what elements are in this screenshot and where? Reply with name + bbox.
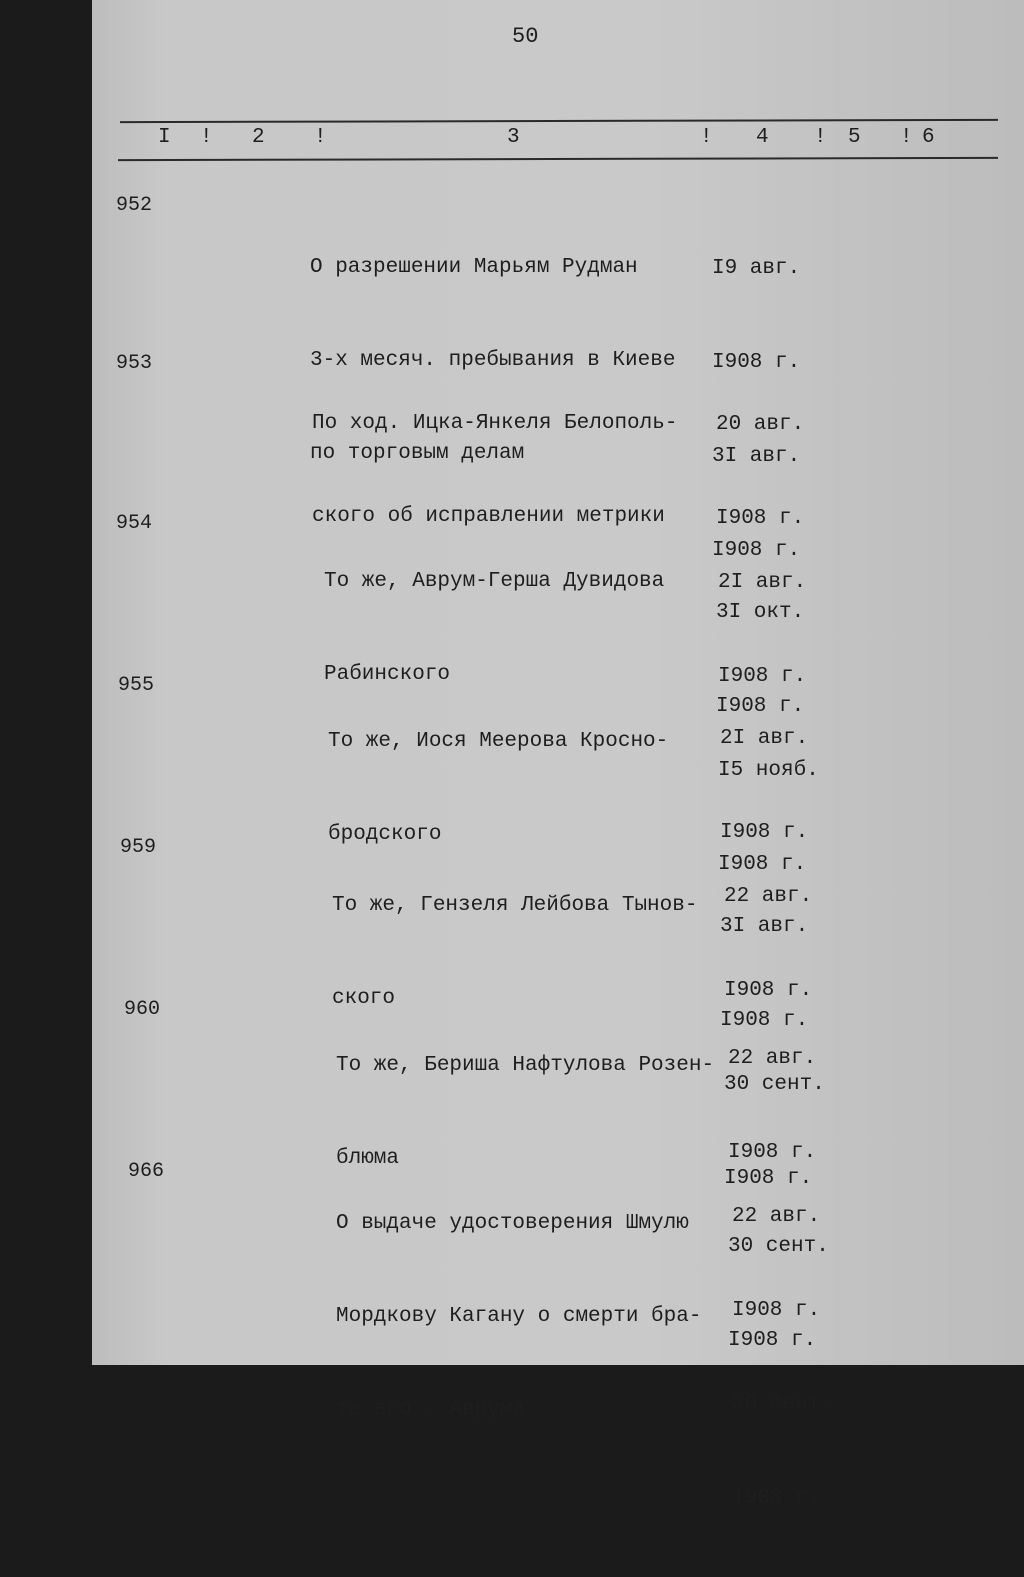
date-end-year: I908 г.: [720, 1009, 809, 1032]
entry-number: 960: [124, 998, 161, 1021]
entry-number: 959: [120, 836, 157, 859]
header-separator: !: [814, 126, 827, 149]
header-col-1: I: [158, 126, 171, 149]
date-end: 3I окт.: [716, 601, 805, 624]
date-end: 30 сент.: [728, 1235, 829, 1258]
entry-dates: [732, 1138, 833, 1577]
date-start-year: I908 г.: [716, 507, 805, 530]
date-end-year: I908 г.: [716, 695, 805, 718]
date-start-year: I908 г.: [720, 821, 809, 844]
date-end: 30 сент.: [732, 1393, 833, 1416]
date-end: I5 нояб.: [718, 759, 819, 782]
date-end-year: I908 г.: [732, 1487, 821, 1510]
description-line: То же, Иося Меерова Кросно-: [328, 730, 669, 753]
page-number: 50: [512, 24, 539, 49]
date-end: 30 сент.: [724, 1073, 825, 1096]
description-line: бродского: [328, 823, 442, 846]
date-start-year: I908 г.: [724, 979, 813, 1002]
description-line: По ход. Ицка-Янкеля Белополь-: [312, 412, 678, 435]
date-start-year: I908 г.: [728, 1141, 817, 1164]
description-line: блюма: [336, 1147, 400, 1170]
entry-description: [336, 1146, 701, 1487]
header-separator: !: [900, 126, 913, 149]
header-col-5: 5: [848, 126, 861, 149]
date-end-year: I908 г.: [718, 853, 807, 876]
entry-number: 966: [128, 1160, 165, 1183]
description-line: 3-х месяч. пребывания в Киеве: [310, 349, 676, 372]
date-end: 3I авг.: [712, 445, 801, 468]
date-start: 20 авг.: [716, 413, 805, 436]
header-separator: !: [700, 126, 713, 149]
description-line: Мордкову Кагану о смерти бра-: [336, 1305, 702, 1328]
date-end-year: I908 г.: [712, 539, 801, 562]
entry-number: 953: [116, 352, 153, 375]
header-col-6: 6: [922, 126, 935, 149]
description-line: ского: [332, 987, 396, 1010]
date-end: 3I авг.: [720, 915, 809, 938]
description-line: О разрешении Марьям Рудман: [310, 256, 638, 279]
entry-number: 954: [116, 512, 153, 535]
header-col-2: 2: [252, 126, 265, 149]
date-end-year: I908 г.: [728, 1329, 817, 1352]
date-start: 2I авг.: [718, 571, 807, 594]
date-start-year: I908 г.: [712, 351, 801, 374]
header-separator: !: [200, 126, 213, 149]
header-top-rule: [120, 119, 998, 123]
description-line: ского об исправлении метрики: [312, 505, 665, 528]
date-start-year: I908 г.: [718, 665, 807, 688]
date-start: 22 авг.: [728, 1047, 817, 1070]
date-start: I9 авг.: [712, 257, 801, 280]
description-line: та его - Аврума: [336, 1398, 526, 1421]
entry-number: 952: [116, 194, 153, 217]
description-line: О выдаче удостоверения Шмулю: [336, 1212, 689, 1235]
date-start-year: I908 г.: [732, 1299, 821, 1322]
date-end-year: I908 г.: [724, 1167, 813, 1190]
date-start: 22 авг.: [724, 885, 813, 908]
header-col-4: 4: [756, 126, 769, 149]
date-start: 2I авг.: [720, 727, 809, 750]
document-page: [92, 0, 1024, 1510]
description-line: Рабинского: [324, 663, 451, 686]
description-line: То же, Бериша Нафтулова Розен-: [336, 1054, 715, 1077]
header-bottom-rule: [118, 157, 998, 161]
description-line: То же, Аврум-Герша Дувидова: [324, 570, 665, 593]
entry-number: 955: [118, 674, 155, 697]
description-line: То же, Гензеля Лейбова Тынов-: [332, 894, 698, 917]
header-col-3: 3: [507, 126, 520, 149]
header-separator: !: [314, 126, 327, 149]
date-start: 22 авг.: [732, 1205, 821, 1228]
description-line: по торговым делам: [310, 442, 525, 465]
